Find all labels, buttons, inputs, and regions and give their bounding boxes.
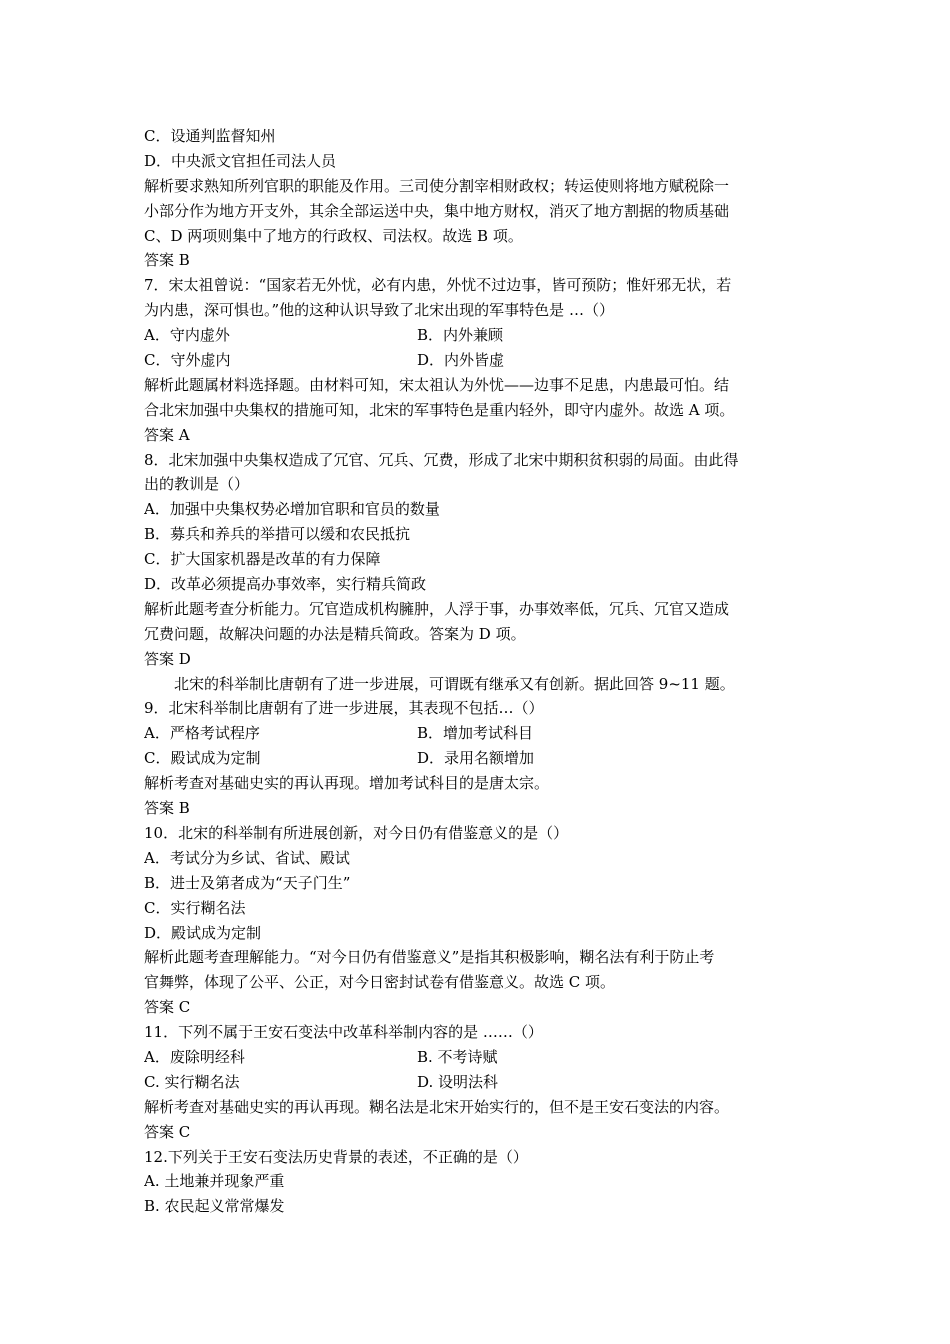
text-line: 出的教训是（）: [144, 475, 250, 494]
text-line: 10．北宋的科举制有所进展创新，对今日仍有借鉴意义的是（）: [144, 823, 569, 842]
option-row: [144, 746, 830, 771]
text-line: 7．宋太祖曾说：“国家若无外忧，必有内患，外忧不过边事，皆可预防；惟奸邪无状，若: [144, 276, 732, 295]
option-left: C．守外虚内: [144, 351, 231, 370]
option-left: A．废除明经科: [144, 1047, 245, 1066]
text-line: 解析考查对基础史实的再认再现。糊名法是北宋开始实行的，但不是王安石变法的内容。: [144, 1097, 730, 1116]
text-line: 解析要求熟知所列官职的职能及作用。三司使分割宰相财政权；转运使则将地方赋税除一: [144, 176, 730, 195]
text-line: 答案 C: [144, 998, 191, 1017]
option-left: A．严格考试程序: [144, 724, 260, 743]
text-line: C、D 两项则集中了地方的行政权、司法权。故选 B 项。: [144, 226, 523, 245]
text-line: 解析此题属材料选择题。由材料可知，宋太祖认为外忧——边事不足患，内患最可怕。结: [144, 375, 730, 394]
option-left: C. 实行糊名法: [144, 1072, 240, 1091]
text-line: 答案 B: [144, 251, 190, 270]
text-line: 解析此题考查理解能力。“对今日仍有借鉴意义”是指其积极影响，糊名法有利于防止考: [144, 948, 715, 967]
text-line: 9．北宋科举制比唐朝有了进一步进展，其表现不包括…（）: [144, 699, 544, 718]
option-row: [144, 1045, 830, 1070]
option-right: D．内外皆虚: [417, 351, 505, 370]
text-line: C．扩大国家机器是改革的有力保障: [144, 550, 381, 569]
text-line: A．加强中央集权势必增加官职和官员的数量: [144, 500, 440, 519]
text-line: C．设通判监督知州: [144, 127, 276, 145]
section-intro-line: 北宋的科举制比唐朝有了进一步进展，可谓既有继承又有创新。据此回答 9~11 题。: [174, 674, 735, 693]
text-line: 冗费问题，故解决问题的办法是精兵简政。答案为 D 项。: [144, 624, 526, 643]
text-line: 11．下列不属于王安石变法中改革科举制内容的是 ……（）: [144, 1023, 543, 1042]
text-line: 答案 B: [144, 799, 190, 818]
option-right: D．录用名额增加: [417, 749, 535, 768]
text-line: 合北宋加强中央集权的措施可知，北宋的军事特色是重内轻外，即守内虚外。故选 A 项。: [144, 400, 735, 419]
option-right: B. 不考诗赋: [417, 1047, 498, 1066]
text-line: 解析此题考查分析能力。冗官造成机构臃肿，人浮于事，办事效率低，冗兵、冗官又造成: [144, 599, 730, 618]
text-line: 解析考查对基础史实的再认再现。增加考试科目的是唐太宗。: [144, 774, 550, 793]
text-line: D．中央派文官担任司法人员: [144, 151, 337, 170]
text-line: D．改革必须提高办事效率，实行精兵简政: [144, 575, 427, 594]
text-line: 小部分作为地方开支外，其余全部运送中央，集中地方财权，消灭了地方割据的物质基础: [144, 201, 730, 220]
text-line: 12.下列关于王安石变法历史背景的表述，不正确的是（）: [144, 1147, 528, 1166]
option-row: [144, 721, 830, 746]
option-row: [144, 323, 830, 348]
option-right: B．内外兼顾: [417, 326, 504, 345]
text-line: A．考试分为乡试、省试、殿试: [144, 848, 350, 867]
option-right: D. 设明法科: [417, 1072, 499, 1091]
text-line: A. 土地兼并现象严重: [144, 1172, 285, 1191]
text-line: 8．北宋加强中央集权造成了冗官、冗兵、冗费，形成了北宋中期积贫积弱的局面。由此得: [144, 450, 739, 469]
text-line: 答案 A: [144, 425, 190, 444]
option-left: C．殿试成为定制: [144, 749, 261, 768]
document-body: [144, 124, 830, 1219]
text-line: B. 农民起义常常爆发: [144, 1197, 285, 1216]
option-row: [144, 1070, 830, 1095]
option-left: A．守内虚外: [144, 326, 230, 345]
option-right: B．增加考试科目: [417, 724, 534, 743]
option-row: [144, 348, 830, 373]
text-line: C．实行糊名法: [144, 898, 246, 917]
text-line: D．殿试成为定制: [144, 923, 262, 942]
text-line: B．募兵和养兵的举措可以缓和农民抵抗: [144, 525, 411, 544]
text-line: B．进士及第者成为“天子门生”: [144, 873, 351, 892]
text-line: 答案 C: [144, 1122, 191, 1141]
text-line: 为内患，深可惧也。”他的这种认识导致了北宋出现的军事特色是 …（）: [144, 301, 614, 320]
text-line: 官舞弊，体现了公平、公正，对今日密封试卷有借鉴意义。故选 C 项。: [144, 973, 616, 992]
text-line: 答案 D: [144, 649, 191, 668]
